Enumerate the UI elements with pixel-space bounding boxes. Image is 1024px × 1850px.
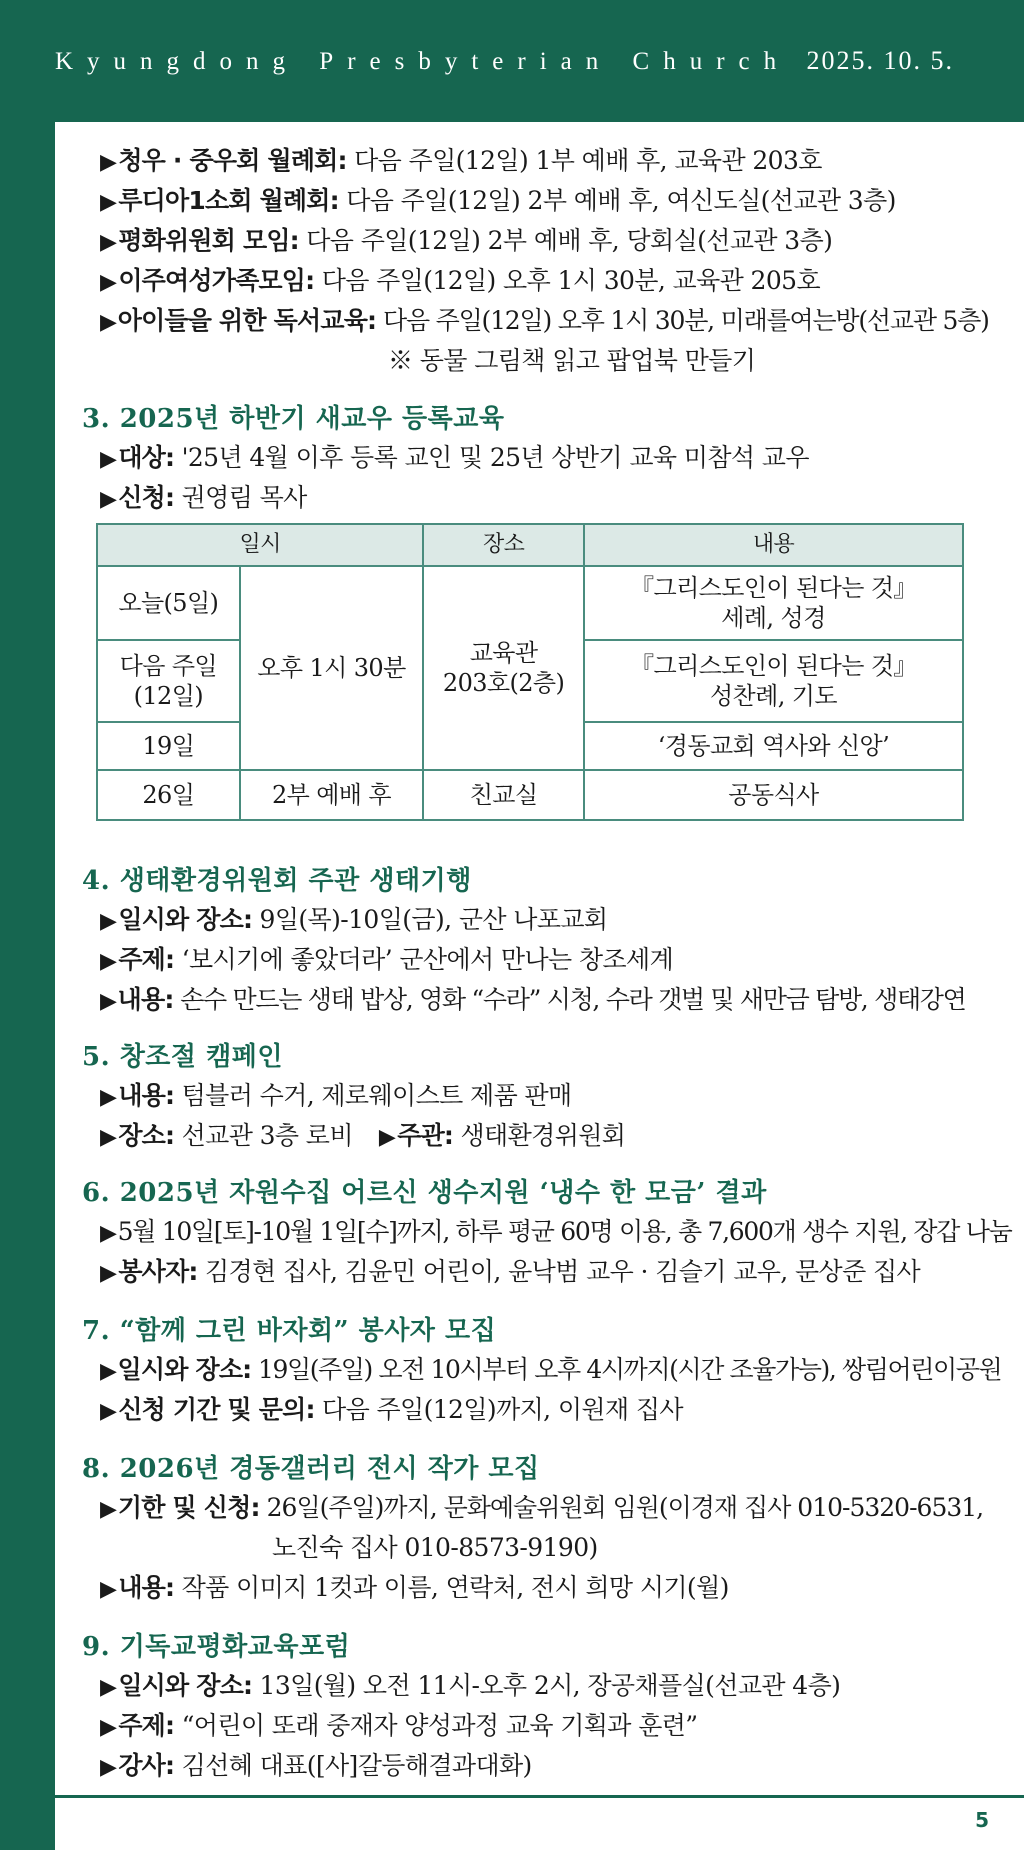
section-item: ▶일시와 장소: 13일(월) 오전 11시-오후 2시, 장공채플실(선교관 4층) — [100, 1671, 841, 1700]
bullet-icon: ▶ — [100, 1755, 117, 1780]
meeting-item: ▶평화위원회 모임: 다음 주일(12일) 2부 예배 후, 당회실(선교관 3층) — [100, 226, 833, 255]
table-cell: 『그리스도인이 된다는 것』 세례, 성경 — [584, 566, 963, 640]
table-cell: 교육관 203호(2층) — [423, 566, 584, 770]
bullet-icon: ▶ — [100, 310, 116, 335]
table-cell: 다음 주일 (12일) — [97, 640, 240, 722]
table-cell: 19일 — [97, 722, 240, 770]
bullet-icon: ▶ — [100, 190, 117, 215]
table-cell: 2부 예배 후 — [240, 770, 424, 820]
table-header: 내용 — [584, 524, 963, 566]
bullet-icon: ▶ — [100, 447, 117, 472]
bullet-icon: ▶ — [100, 487, 117, 512]
bullet-icon: ▶ — [378, 1125, 396, 1150]
meeting-item: ▶청우 · 중우회 월례회: 다음 주일(12일) 1부 예배 후, 교육관 203호 — [100, 146, 822, 175]
bullet-icon: ▶ — [100, 1675, 117, 1700]
section-item-continuation: 노진숙 집사 010-8573-9190) — [272, 1533, 598, 1562]
table-cell: 26일 — [97, 770, 240, 820]
table-cell: 공동식사 — [584, 770, 963, 820]
section-item: ▶주제: ‘보시기에 좋았더라’ 군산에서 만나는 창조세계 — [100, 945, 674, 974]
page-header — [0, 0, 1024, 122]
bullet-icon: ▶ — [100, 230, 117, 255]
table-row — [97, 770, 963, 820]
section-item: ▶5월 10일[토]-10월 1일[수]까지, 하루 평균 60명 이용, 총 7,600개 생수 지원, 장갑 나눔 — [100, 1217, 1012, 1246]
bullet-icon: ▶ — [100, 1359, 116, 1384]
table-row — [97, 566, 963, 640]
section-title: 7. “함께 그린 바자회” 봉사자 모집 — [82, 1316, 497, 1346]
meetings-note: ※ 동물 그림책 읽고 팝업북 만들기 — [388, 346, 756, 375]
bullet-icon: ▶ — [100, 1085, 117, 1110]
section-title: 3. 2025년 하반기 새교우 등록교육 — [82, 404, 505, 434]
section-item: ▶신청: 권영림 목사 — [100, 483, 307, 512]
section-item: ▶신청 기간 및 문의: 다음 주일(12일)까지, 이원재 집사 — [100, 1395, 683, 1424]
section-item: ▶장소: 선교관 3층 로비 ▶주관: 생태환경위원회 — [100, 1121, 626, 1150]
bullet-icon: ▶ — [100, 270, 117, 295]
section-title: 9. 기독교평화교육포럼 — [82, 1632, 351, 1662]
section-item: ▶내용: 작품 이미지 1컷과 이름, 연락처, 전시 희망 시기(월) — [100, 1573, 729, 1602]
section-item: ▶내용: 텀블러 수거, 제로웨이스트 제품 판매 — [100, 1081, 572, 1110]
section-title: 8. 2026년 경동갤러리 전시 작가 모집 — [82, 1454, 540, 1484]
footer-divider — [55, 1795, 1024, 1798]
section-item: ▶일시와 장소: 9일(목)-10일(금), 군산 나포교회 — [100, 905, 608, 934]
section-title: 6. 2025년 자원수집 어르신 생수지원 ‘냉수 한 모금’ 결과 — [82, 1178, 767, 1208]
table-cell: 『그리스도인이 된다는 것』 성찬례, 기도 — [584, 640, 963, 722]
bullet-icon: ▶ — [100, 1125, 117, 1150]
table-header: 일시 — [97, 524, 423, 566]
table-cell: ‘경동교회 역사와 신앙’ — [584, 722, 963, 770]
meeting-item: ▶이주여성가족모임: 다음 주일(12일) 오후 1시 30분, 교육관 205호 — [100, 266, 821, 295]
bulletin-date: 2025. 10. 5. — [806, 46, 954, 75]
bullet-icon: ▶ — [100, 1577, 117, 1602]
bullet-icon: ▶ — [100, 1715, 117, 1740]
section-item: ▶일시와 장소: 19일(주일) 오전 10시부터 오후 4시까지(시간 조율가능), 쌍림어린이공원 — [100, 1355, 1002, 1384]
section-item: ▶주제: “어린이 또래 중재자 양성과정 교육 기획과 훈련” — [100, 1711, 698, 1740]
section-item: ▶내용: 손수 만드는 생태 밥상, 영화 “수라” 시청, 수라 갯벌 및 새만금 탐방, 생태강연 — [100, 985, 966, 1014]
table-cell: 오후 1시 30분 — [240, 566, 424, 770]
meeting-item: ▶아이들을 위한 독서교육: 다음 주일(12일) 오후 1시 30분, 미래를여는방(선교관 5층) — [100, 306, 989, 335]
section-title: 5. 창조절 캠페인 — [82, 1042, 283, 1072]
section-item: ▶기한 및 신청: 26일(주일)까지, 문화예술위원회 임원(이경재 집사 010-5320-6531, — [100, 1493, 984, 1522]
table-cell: 오늘(5일) — [97, 566, 240, 640]
meeting-item: ▶루디아1소회 월례회: 다음 주일(12일) 2부 예배 후, 여신도실(선교관 3층) — [100, 186, 896, 215]
section-title: 4. 생태환경위원회 주관 생태기행 — [82, 866, 472, 896]
section-item: ▶대상: '25년 4월 이후 등록 교인 및 25년 상반기 교육 미참석 교우 — [100, 443, 809, 472]
page-number: 5 — [975, 1808, 989, 1832]
table-header-row — [97, 524, 963, 566]
bullet-icon: ▶ — [100, 989, 116, 1014]
section-item: ▶봉사자: 김경현 집사, 김윤민 어린이, 윤낙범 교우 · 김슬기 교우, 문상준 집사 — [100, 1257, 921, 1286]
bullet-icon: ▶ — [100, 1221, 116, 1246]
bullet-icon: ▶ — [100, 1261, 117, 1286]
section-item: ▶강사: 김선혜 대표([사]갈등해결과대화) — [100, 1751, 532, 1780]
table-header: 장소 — [423, 524, 584, 566]
bullet-icon: ▶ — [100, 1399, 117, 1424]
bullet-icon: ▶ — [100, 909, 117, 934]
church-name: Kyungdong Presbyterian Church — [55, 48, 791, 75]
table-cell: 친교실 — [423, 770, 584, 820]
education-schedule-table — [96, 523, 964, 821]
bullet-icon: ▶ — [100, 1497, 116, 1522]
bullet-icon: ▶ — [100, 949, 117, 974]
bullet-icon: ▶ — [100, 150, 117, 175]
